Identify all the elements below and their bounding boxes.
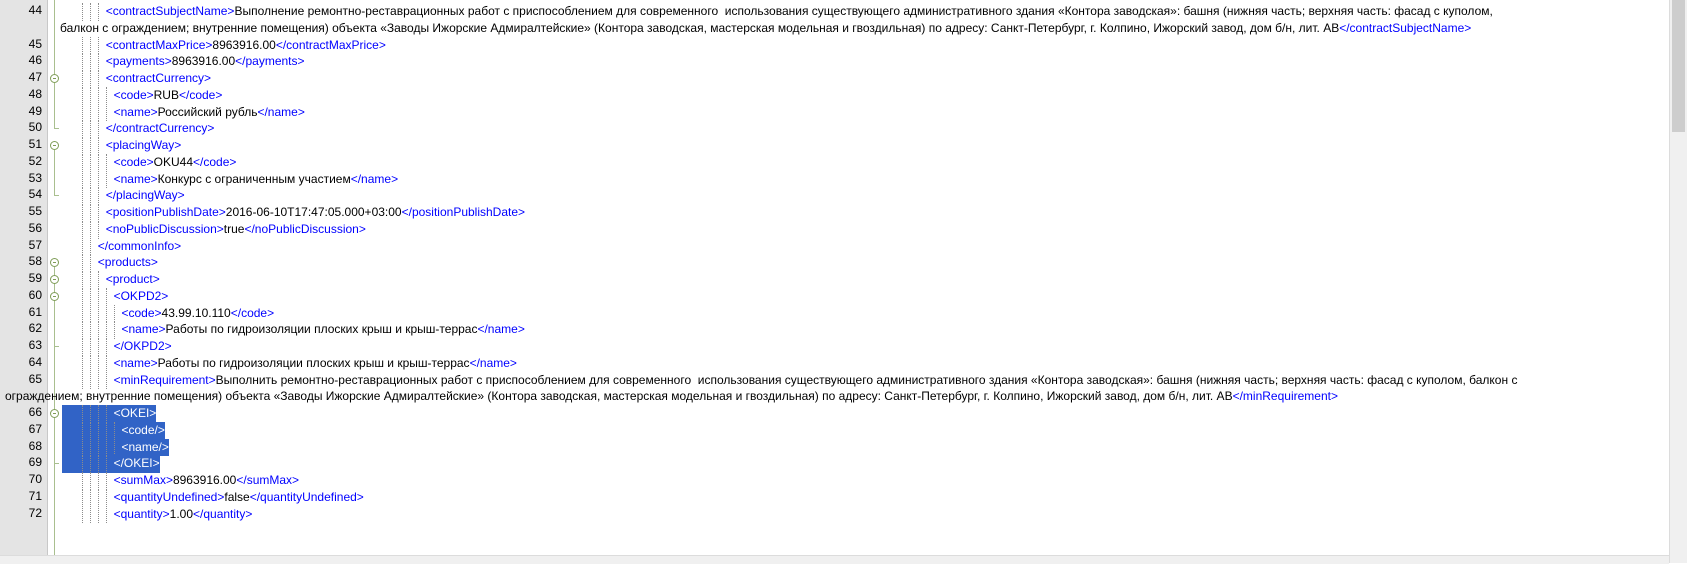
xml-tag: <name>	[113, 171, 158, 186]
line-number: 45	[28, 36, 42, 51]
fold-toggle-icon[interactable]	[50, 275, 59, 284]
fold-end	[54, 346, 59, 347]
line-number: 66	[28, 405, 42, 419]
line-number: 64	[28, 354, 42, 369]
indent-guide	[106, 472, 107, 490]
code-line[interactable]	[62, 455, 1669, 473]
xml-text: Выполнение ремонтно-реставрационных работ с приспособлением для современного использования существующего административного здания «Контора заводская»: башня (нижняя часть; верхняя часть: фасад с куполом,	[234, 4, 1493, 18]
indent-guide	[98, 305, 99, 323]
indent-guide	[98, 455, 99, 473]
line-number: 63	[28, 338, 42, 352]
line-number: 56	[28, 220, 42, 235]
indent-guide	[90, 171, 91, 189]
indent-guide	[98, 321, 99, 339]
fold-margin	[48, 0, 61, 563]
xml-tag: </contractMaxPrice>	[275, 37, 386, 52]
indent-guide	[90, 87, 91, 105]
code-line[interactable]	[62, 472, 1669, 490]
indent-guide	[82, 187, 83, 205]
indent-guide	[90, 37, 91, 55]
indent-guide	[82, 3, 83, 21]
code-line[interactable]	[62, 321, 1669, 339]
xml-tag: <code>	[121, 305, 162, 320]
xml-text: Выполнить ремонтно-реставрационных работ с приспособлением для современного использования существующего административного здания «Контора заводская»: башня (нижняя часть; верхняя часть: фасад с куполом, балкон с	[215, 372, 1518, 387]
indent-guide	[90, 204, 91, 222]
code-line[interactable]	[62, 120, 1669, 138]
indent-guide	[82, 154, 83, 172]
indent-guide	[90, 355, 91, 373]
code-line[interactable]	[62, 254, 1669, 272]
code-line-wrap[interactable]	[62, 20, 1669, 38]
xml-tag: <sumMax>	[113, 473, 173, 487]
xml-tag: </code>	[193, 154, 237, 169]
indent-guide	[90, 305, 91, 323]
indent-guide	[90, 338, 91, 356]
code-line[interactable]	[62, 37, 1669, 55]
indent-guide	[106, 372, 107, 390]
indent-guide	[98, 422, 99, 440]
line-number: 61	[28, 304, 42, 319]
indent-guide	[82, 37, 83, 55]
indent-guide	[98, 37, 99, 55]
indent-guide	[98, 472, 99, 490]
xml-tag: </positionPublishDate>	[401, 205, 526, 219]
indent-guide	[90, 321, 91, 339]
line-number: 46	[28, 53, 42, 68]
line-number: 62	[28, 321, 42, 336]
line-number: 52	[28, 153, 42, 168]
line-number: 50	[28, 120, 42, 135]
indent-guide	[90, 422, 91, 440]
indent-guide	[82, 221, 83, 239]
line-number: 49	[28, 103, 42, 118]
code-line[interactable]	[62, 87, 1669, 105]
indent-guide	[82, 455, 83, 473]
indent-guide	[90, 70, 91, 88]
xml-tag: <code>	[113, 154, 154, 169]
fold-toggle-icon[interactable]	[50, 409, 59, 418]
indent-guide	[82, 104, 83, 122]
indent-guide	[82, 137, 83, 155]
xml-tag: </sumMax>	[236, 473, 300, 487]
indent-guide	[82, 171, 83, 189]
indent-guide	[90, 271, 91, 289]
indent-guide	[98, 154, 99, 172]
indent-guide	[98, 120, 99, 138]
indent-guide	[90, 187, 91, 205]
line-number: 47	[28, 70, 42, 84]
xml-text: 8963916.00	[212, 37, 276, 52]
line-number: 55	[28, 204, 42, 218]
xml-tag: <placingWay>	[105, 138, 182, 152]
code-line[interactable]	[62, 489, 1669, 507]
indent-guide	[82, 372, 83, 390]
fold-end	[54, 463, 59, 464]
indent-guide	[98, 53, 99, 71]
fold-end	[54, 195, 59, 196]
indent-guide	[98, 288, 99, 306]
indent-guide	[82, 422, 83, 440]
xml-text: true	[223, 221, 245, 236]
indent-guide	[98, 221, 99, 239]
xml-tag: <name>	[113, 355, 158, 370]
code-line[interactable]	[62, 3, 1669, 21]
indent-guide	[90, 120, 91, 138]
line-number: 53	[28, 170, 42, 185]
xml-tag: </contractCurrency>	[105, 121, 215, 136]
code-line[interactable]	[62, 204, 1669, 222]
code-line[interactable]	[62, 70, 1669, 88]
indent-guide	[98, 70, 99, 88]
fold-end	[54, 128, 59, 129]
indent-guide	[82, 204, 83, 222]
xml-tag: </payments>	[235, 54, 305, 69]
xml-tag: </OKEI>	[113, 456, 160, 471]
line-number-gutter	[0, 0, 48, 563]
xml-text: OKU44	[153, 154, 193, 169]
indent-guide	[90, 238, 91, 256]
indent-guide	[106, 338, 107, 356]
xml-tag: <payments>	[105, 54, 172, 69]
xml-tag: </name>	[350, 171, 399, 186]
indent-guide	[106, 405, 107, 423]
indent-guide	[90, 405, 91, 423]
indent-guide	[114, 305, 115, 323]
indent-guide	[90, 254, 91, 272]
indent-guide	[82, 87, 83, 105]
xml-text: ограждением; внутренние помещения) объекта «Заводы Ижорские Адмиралтейские» (Контора заводская, мастерская модельная и гвоздильная) по адресу: Санкт-Петербург, г. Колпино, Ижорский завод, дом б/н, лит. АВ	[5, 389, 1233, 404]
xml-tag: </code>	[178, 87, 223, 102]
xml-text: 2016-06-10T17:47:05.000+03:00	[225, 205, 402, 219]
xml-tag: <OKEI>	[113, 406, 157, 420]
xml-text: 8963916.00	[172, 473, 237, 487]
xml-tag: </minRequirement>	[1232, 389, 1338, 404]
code-line[interactable]	[62, 187, 1669, 205]
indent-guide	[82, 238, 83, 256]
xml-tag: <name>	[113, 104, 158, 119]
xml-tag: </placingWay>	[105, 188, 185, 203]
indent-guide	[98, 3, 99, 21]
xml-tag: <contractCurrency>	[105, 71, 212, 85]
xml-text: Работы по гидроизоляции плоских крыш и крыш-террас	[165, 322, 478, 337]
vertical-scrollbar[interactable]	[1669, 0, 1687, 563]
fold-toggle-icon[interactable]	[50, 74, 59, 83]
xml-text: 43.99.10.110	[161, 305, 231, 320]
indent-guide	[98, 338, 99, 356]
code-line[interactable]	[62, 288, 1669, 306]
indent-guide	[98, 204, 99, 222]
xml-tag: </noPublicDiscussion>	[244, 221, 366, 236]
indent-guide	[90, 506, 91, 524]
xml-tag: <contractMaxPrice>	[105, 37, 213, 52]
xml-tag: <contractSubjectName>	[105, 4, 235, 18]
indent-guide	[98, 104, 99, 122]
indent-guide	[90, 221, 91, 239]
indent-guide	[82, 355, 83, 373]
scrollbar-track[interactable]	[1672, 132, 1685, 563]
indent-guide	[82, 305, 83, 323]
xml-tag: <product>	[105, 272, 160, 286]
indent-guide	[90, 3, 91, 21]
scrollbar-thumb[interactable]	[1672, 0, 1685, 132]
code-line[interactable]	[62, 171, 1669, 189]
xml-tag: </OKPD2>	[113, 339, 172, 353]
xml-tag: </name>	[257, 104, 305, 119]
fold-line	[54, 83, 55, 128]
line-number: 69	[28, 455, 42, 470]
indent-guide	[90, 104, 91, 122]
indent-guide	[106, 321, 107, 339]
xml-tag: </commonInfo>	[97, 238, 182, 253]
indent-guide	[82, 254, 83, 272]
indent-guide	[106, 288, 107, 306]
xml-tag: </name>	[477, 322, 525, 337]
xml-tag: <products>	[97, 255, 158, 270]
xml-text: Работы по гидроизоляции плоских крыш и крыш-террас	[157, 355, 470, 370]
indent-guide	[82, 288, 83, 306]
indent-guide	[82, 271, 83, 289]
indent-guide	[106, 455, 107, 473]
indent-guide	[82, 120, 83, 138]
indent-guide	[98, 171, 99, 189]
indent-guide	[98, 137, 99, 155]
line-number: 57	[28, 237, 42, 252]
xml-tag: <name>	[121, 322, 166, 337]
indent-guide	[106, 104, 107, 122]
code-line[interactable]	[62, 506, 1669, 524]
indent-guide	[98, 489, 99, 507]
indent-guide	[106, 154, 107, 172]
xml-tag: <quantityUndefined>	[113, 489, 225, 504]
xml-tag: <code>	[113, 87, 154, 102]
indent-guide	[106, 506, 107, 524]
code-line[interactable]	[62, 305, 1669, 323]
line-number: 71	[28, 488, 42, 503]
indent-guide	[106, 489, 107, 507]
line-number: 70	[28, 472, 42, 486]
xml-text: Российский рубль	[157, 104, 258, 119]
indent-guide	[82, 439, 83, 457]
code-line-wrap[interactable]	[5, 388, 1669, 406]
line-number: 48	[28, 86, 42, 101]
fold-toggle-icon[interactable]	[50, 292, 59, 301]
indent-guide	[114, 439, 115, 457]
line-number: 60	[28, 287, 42, 302]
code-line[interactable]	[62, 137, 1669, 155]
line-number: 68	[28, 438, 42, 453]
fold-line	[54, 0, 55, 74]
indent-guide	[106, 355, 107, 373]
line-number: 67	[28, 421, 42, 436]
indent-guide	[98, 271, 99, 289]
code-line[interactable]	[62, 422, 1669, 440]
indent-guide	[82, 53, 83, 71]
fold-line	[54, 418, 55, 463]
fold-line	[54, 301, 55, 346]
xml-tag: <noPublicDiscussion>	[105, 221, 224, 236]
indent-guide	[90, 489, 91, 507]
indent-guide	[90, 455, 91, 473]
xml-text: Конкурс с ограниченным участием	[157, 171, 351, 186]
code-line[interactable]	[62, 154, 1669, 172]
code-line[interactable]	[62, 238, 1669, 256]
xml-text: RUB	[153, 87, 179, 102]
code-line[interactable]	[62, 271, 1669, 289]
fold-toggle-icon[interactable]	[50, 258, 59, 267]
indent-guide	[90, 472, 91, 490]
indent-guide	[106, 305, 107, 323]
xml-text: false	[224, 489, 250, 504]
indent-guide	[106, 422, 107, 440]
xml-tag: <quantity>	[113, 506, 170, 521]
indent-guide	[98, 187, 99, 205]
xml-tag: <name/>	[121, 439, 169, 454]
indent-guide	[90, 372, 91, 390]
indent-guide	[98, 355, 99, 373]
indent-guide	[90, 137, 91, 155]
line-number: 44	[28, 3, 42, 17]
xml-tag: </quantityUndefined>	[249, 489, 364, 504]
line-number: 59	[28, 271, 42, 285]
line-number: 54	[28, 187, 42, 202]
code-line[interactable]	[62, 221, 1669, 239]
xml-text: балкон с ограждением; внутренние помещения) объекта «Заводы Ижорские Адмиралтейские» (Контора заводская, мастерская модельная и гвоздильная) по адресу: Санкт-Петербург, г. Колпино, Ижорский завод, дом б/н, лит. АВ	[60, 20, 1340, 35]
code-line[interactable]	[62, 372, 1669, 390]
code-line[interactable]	[62, 405, 1669, 423]
line-number: 51	[28, 137, 42, 151]
indent-guide	[90, 288, 91, 306]
line-number: 65	[28, 371, 42, 386]
xml-tag: </name>	[469, 355, 517, 370]
indent-guide	[82, 489, 83, 507]
indent-guide	[82, 472, 83, 490]
indent-guide	[82, 405, 83, 423]
fold-toggle-icon[interactable]	[50, 141, 59, 150]
indent-guide	[90, 53, 91, 71]
code-line[interactable]	[62, 104, 1669, 122]
indent-guide	[98, 372, 99, 390]
indent-guide	[114, 321, 115, 339]
code-line[interactable]	[62, 355, 1669, 373]
xml-tag: </quantity>	[193, 506, 253, 521]
indent-guide	[90, 154, 91, 172]
indent-guide	[98, 439, 99, 457]
code-line[interactable]	[62, 439, 1669, 457]
indent-guide	[82, 338, 83, 356]
indent-guide	[82, 70, 83, 88]
xml-tag: </code>	[230, 305, 275, 320]
code-line[interactable]	[62, 338, 1669, 356]
indent-guide	[106, 87, 107, 105]
indent-guide	[98, 506, 99, 524]
xml-text: 1.00	[169, 506, 193, 521]
indent-guide	[98, 87, 99, 105]
indent-guide	[82, 321, 83, 339]
xml-tag: <code/>	[121, 422, 165, 437]
xml-tag: <positionPublishDate>	[105, 205, 226, 219]
indent-guide	[98, 405, 99, 423]
fold-line	[54, 150, 55, 195]
indent-guide	[82, 506, 83, 524]
line-number: 72	[28, 505, 42, 520]
xml-tag: <OKPD2>	[113, 288, 169, 303]
indent-guide	[106, 439, 107, 457]
line-number: 58	[28, 254, 42, 269]
xml-text: 8963916.00	[171, 54, 236, 69]
code-line[interactable]	[62, 53, 1669, 71]
indent-guide	[106, 171, 107, 189]
indent-guide	[114, 422, 115, 440]
xml-tag: </contractSubjectName>	[1339, 20, 1472, 35]
xml-tag: <minRequirement>	[113, 372, 216, 387]
indent-guide	[90, 439, 91, 457]
